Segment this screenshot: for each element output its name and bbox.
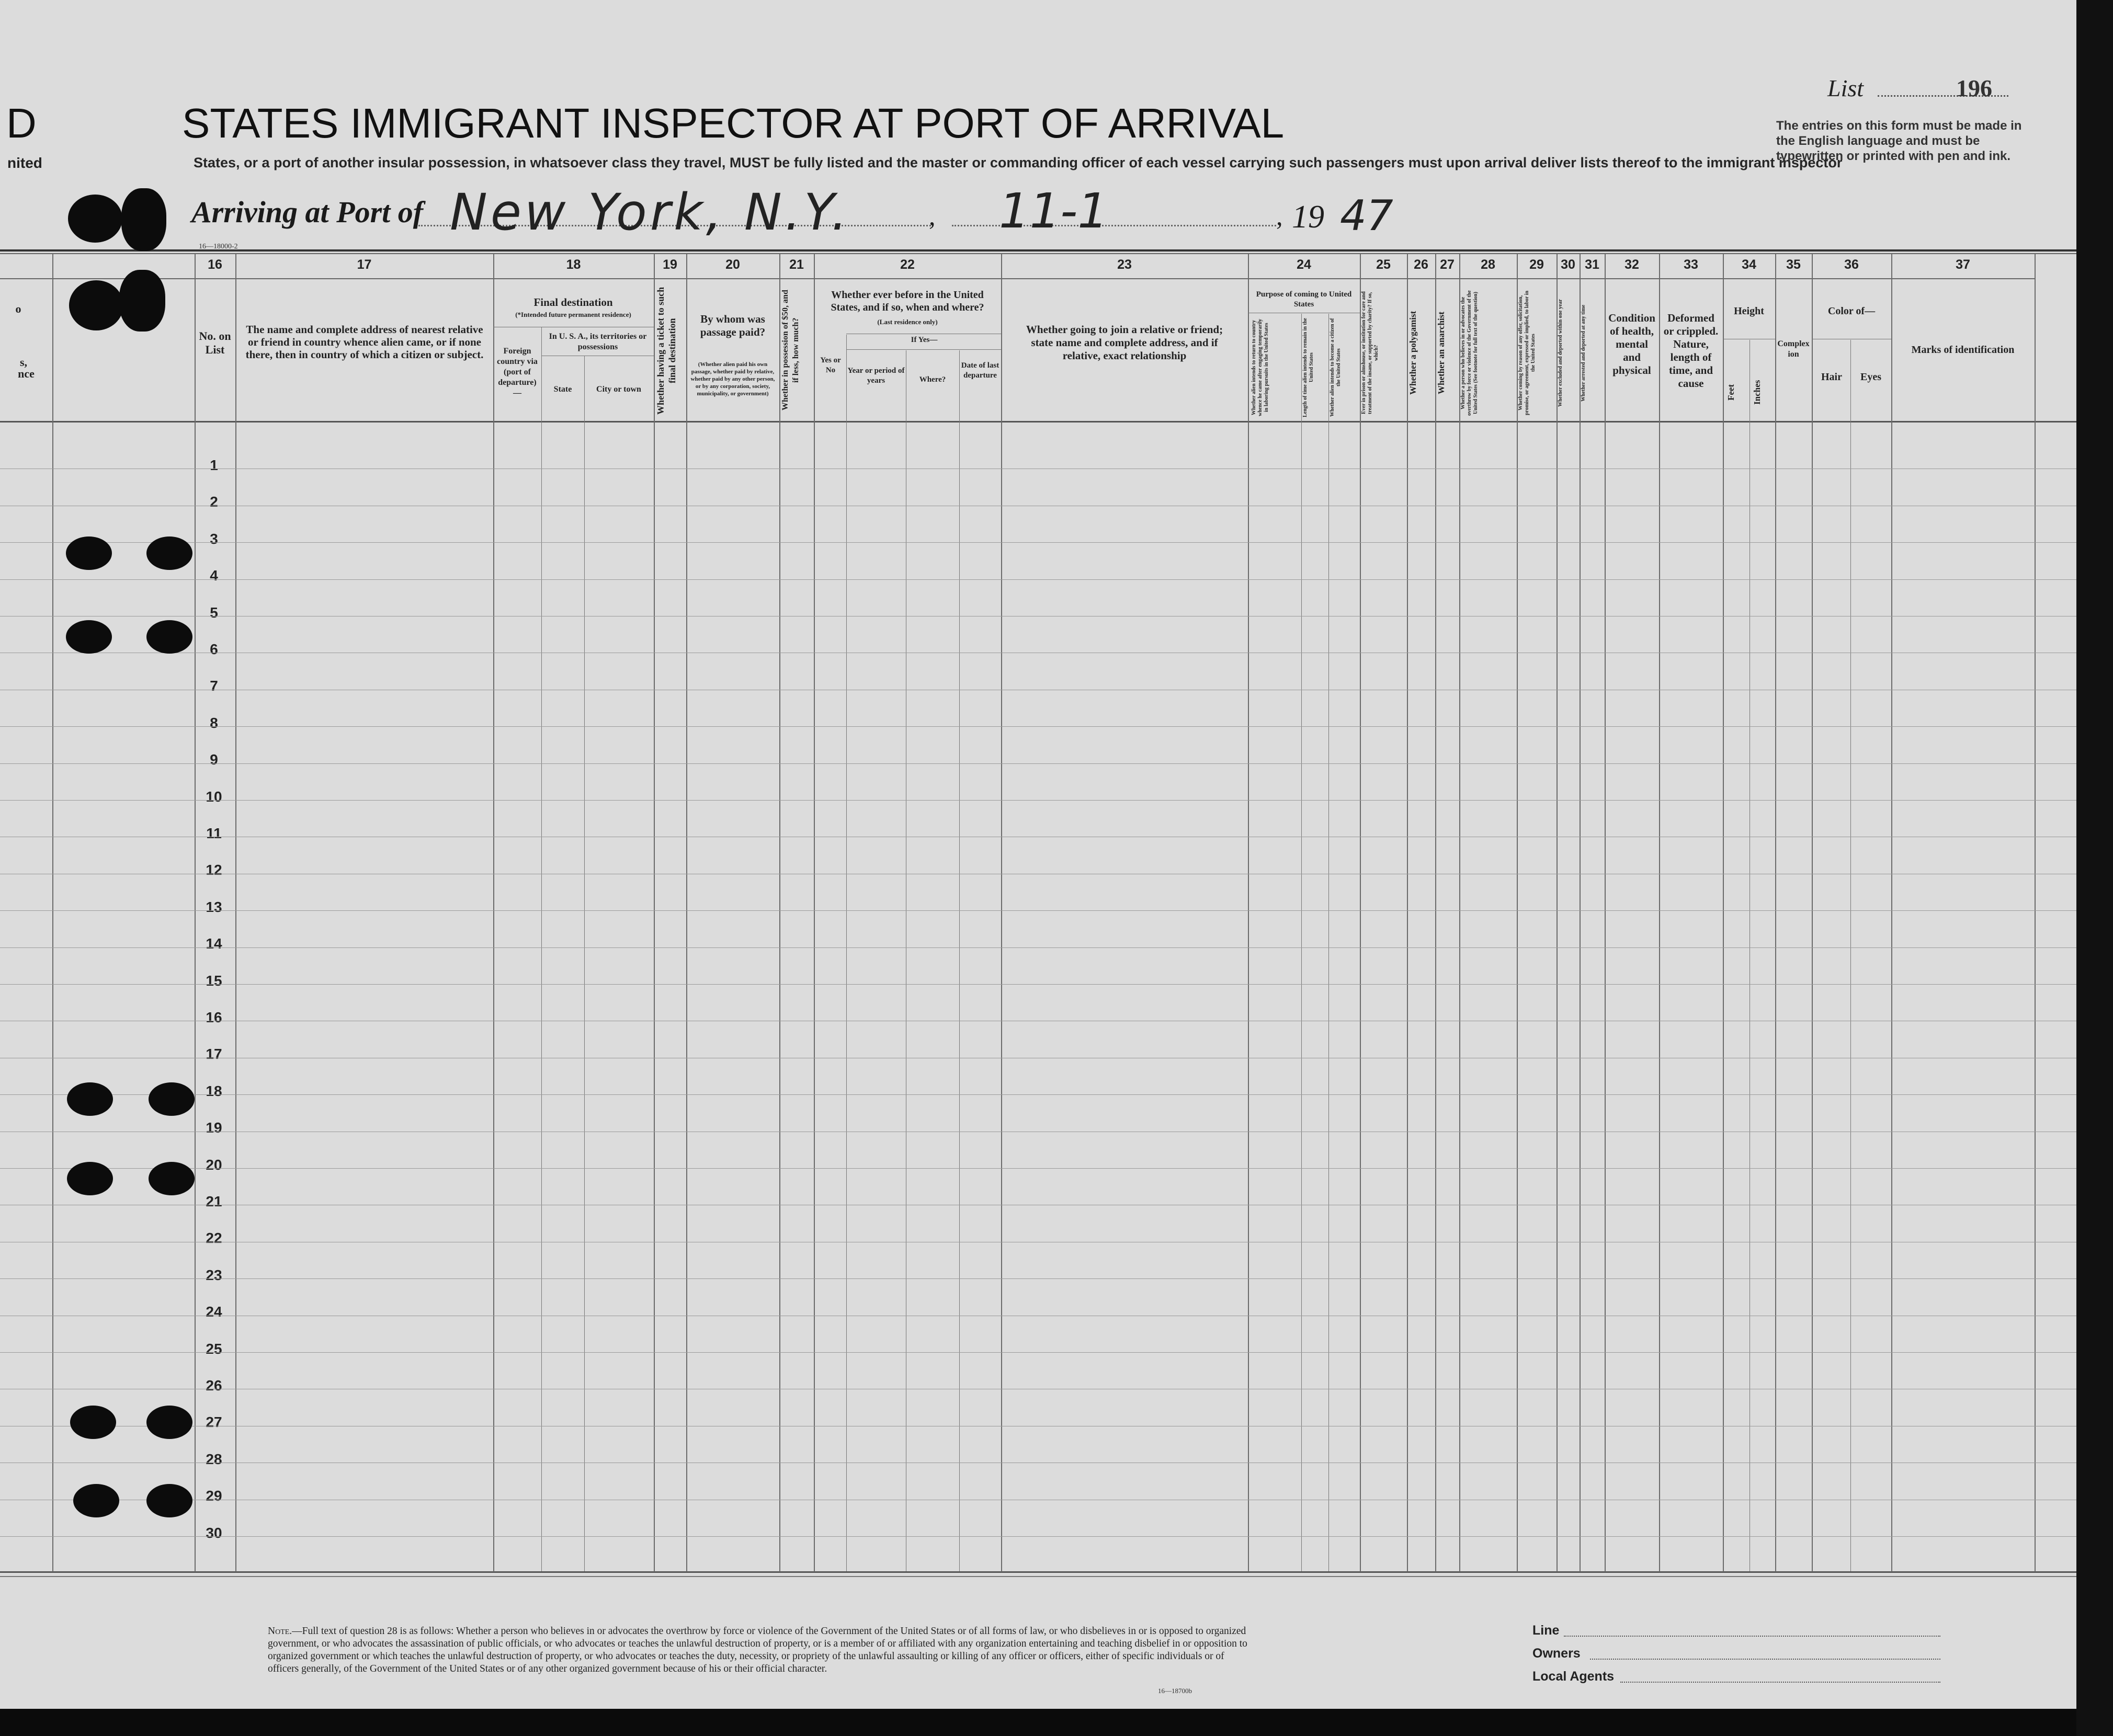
row-number: 16 xyxy=(206,1009,222,1025)
footnote-lead: Note. xyxy=(268,1626,292,1637)
punch-hole xyxy=(68,195,122,243)
column-number: 32 xyxy=(1624,257,1639,272)
row-number: 25 xyxy=(206,1340,222,1357)
subcolumn-divider xyxy=(1850,340,1851,1571)
column-divider xyxy=(1459,254,1460,1572)
header-color-of: Color of— xyxy=(1827,305,1876,317)
punch-hole xyxy=(66,536,112,570)
header-prison: Ever in prison or almshouse, or institution for care and treatment of the insane, or supported by charity? If so, which? xyxy=(1361,291,1379,415)
punch-hole xyxy=(146,620,192,654)
row-rule xyxy=(0,910,2076,911)
column-divider xyxy=(1248,254,1249,1572)
punch-hole xyxy=(146,1406,192,1439)
table-top-rule xyxy=(0,249,2076,252)
row-number: 8 xyxy=(210,714,218,731)
row-number: 29 xyxy=(206,1488,222,1504)
line-field xyxy=(1564,1636,1940,1637)
subcolumn-divider xyxy=(1301,314,1302,1571)
column-divider xyxy=(1659,254,1660,1572)
header-deformed: Deformed or crippled. Nature, length of time, and cause xyxy=(1663,312,1719,390)
row-number: 30 xyxy=(206,1524,222,1541)
header-join-relative: Whether going to join a relative or friend; state name and complete address, and if relative, exact relationship xyxy=(1026,323,1223,362)
column-divider xyxy=(779,254,780,1572)
footnote xyxy=(268,1625,1256,1675)
list-number: 196 xyxy=(1956,75,1992,101)
row-number: 15 xyxy=(206,972,222,989)
row-rule xyxy=(0,1352,2076,1353)
column-divider xyxy=(1891,254,1892,1572)
punch-hole xyxy=(67,1082,113,1116)
row-number: 14 xyxy=(206,935,222,952)
header-deported: Whether arrested and deported at any time xyxy=(1581,304,1586,402)
local-agents-field xyxy=(1620,1682,1940,1683)
column-number: 26 xyxy=(1414,257,1428,272)
column-number: 37 xyxy=(1956,257,1970,272)
header-ever-before: Whether ever before in the United States, and if so, when and where? xyxy=(831,289,984,313)
column-divider xyxy=(1557,254,1558,1572)
left-fragment: s, xyxy=(19,356,28,369)
row-rule xyxy=(0,984,2076,985)
header-final-destination: Final destination xyxy=(533,296,613,309)
column-number: 36 xyxy=(1844,257,1859,272)
header-marks: Marks of identification xyxy=(1911,344,2015,356)
punch-hole xyxy=(149,1082,195,1116)
row-number: 5 xyxy=(210,604,218,621)
column-number: 29 xyxy=(1529,257,1544,272)
row-number: 9 xyxy=(210,751,218,768)
header-health: Condition of health, mental and physical xyxy=(1608,312,1655,376)
column-divider xyxy=(1812,254,1813,1572)
line-label: Line xyxy=(1532,1623,1560,1638)
column-divider xyxy=(686,254,687,1572)
column-divider xyxy=(1001,254,1002,1572)
row-number: 18 xyxy=(206,1082,222,1099)
header-in-usa: In U. S. A., its territories or possessions xyxy=(549,332,647,351)
punch-hole xyxy=(73,1484,119,1517)
header-polygamist: Whether a polygamist xyxy=(1408,311,1418,395)
punch-hole xyxy=(66,620,112,654)
subheader-rule xyxy=(846,349,1001,350)
subtitle-fragment: nited xyxy=(7,155,42,171)
header-purpose-length: Length of time alien intends to remain in the United States xyxy=(1302,318,1314,417)
row-rule xyxy=(0,579,2076,580)
header-foreign-country: Foreign country via (port of departure)— xyxy=(497,347,538,397)
row-number: 11 xyxy=(206,825,222,841)
row-number: 17 xyxy=(206,1046,222,1063)
page-subtitle: States, or a port of another insular possession, in whatsoever class they travel, MUST be fully listed and the master or commanding officer of each vessel carrying such passengers must upon arrival deliver lists thereof to the immigrant inspector xyxy=(194,155,1843,170)
row-rule xyxy=(0,763,2076,764)
row-rule xyxy=(0,1094,2076,1095)
row-rule xyxy=(0,1278,2076,1279)
port-handwritten: New York, N.Y. xyxy=(450,183,850,242)
column-divider xyxy=(1580,254,1581,1572)
column-number: 21 xyxy=(789,257,804,272)
left-fragment: nce xyxy=(18,367,35,380)
subcolumn-divider xyxy=(846,335,847,1571)
column-divider xyxy=(52,254,53,1572)
form-code: 16—18700b xyxy=(1158,1687,1192,1695)
header-ever-before-note: (Last residence only) xyxy=(877,318,938,326)
column-divider xyxy=(814,254,815,1572)
table-top-rule-inner xyxy=(0,253,2076,254)
title-fragment: D xyxy=(6,100,37,146)
separator-comma: , xyxy=(929,201,936,231)
left-fragment: o xyxy=(15,302,21,315)
row-number: 24 xyxy=(206,1304,222,1320)
column-number: 28 xyxy=(1481,257,1495,272)
punch-hole xyxy=(69,280,123,330)
header-height: Height xyxy=(1734,305,1764,317)
header-overthrow: Whether a person who believes in or advocates the overthrow by force or violence of the Government of the United States (See footnote for full text of the question) xyxy=(1460,290,1479,416)
owners-field xyxy=(1590,1659,1940,1660)
column-divider xyxy=(1775,254,1776,1572)
header-purpose-return: Whether alien intends to return to country whence he came after engaging temporarily in laboring pursuits in the United States xyxy=(1251,318,1269,417)
header-labor-offer: Whether coming by reason of any offer, solicitation, promise, or agreement, expressed or implied, to labor in the United States xyxy=(1518,290,1536,416)
punch-hole xyxy=(146,1484,192,1517)
column-number: 31 xyxy=(1585,257,1599,272)
header-passage-paid: By whom was passage paid? xyxy=(700,313,766,338)
subcolumn-divider xyxy=(1328,314,1329,1571)
list-label: List xyxy=(1827,75,1864,101)
form-code: 16—18000-2 xyxy=(199,243,238,250)
punch-hole xyxy=(67,1162,113,1195)
column-divider xyxy=(1723,254,1724,1572)
header-no-on-list: No. on List xyxy=(199,329,231,356)
column-divider xyxy=(493,254,494,1572)
footnote-text: —Full text of question 28 is as follows: Whether a person who believes in or advocates the overthrow by force or violence of the Government of the United States or of all forms of law, or who disbelieves in or is opposed to organized government, or who advocates the assassination of public officials, or who advocates or teaches the unlawful destruction of property, or is a member of or affiliated with any organization entertaining and teaching disbelief in or opposition to organized government or which teaches the unlawful destruction of property, or who advocates or teaches the duty, necessity, or propriety of the unlawful assaulting or killing of any officer or officers, either of specific individuals or of officers generally, of the Government of the United States or of any other organized government because of his or their official character. xyxy=(268,1626,1247,1674)
header-bottom-rule xyxy=(0,421,2076,422)
header-feet: Feet xyxy=(1726,384,1736,401)
header-ticket: Whether having a ticket to such final destination xyxy=(655,287,677,415)
column-number: 22 xyxy=(900,257,915,272)
column-number: 33 xyxy=(1684,257,1698,272)
punch-hole xyxy=(70,1406,116,1439)
row-rule xyxy=(0,1536,2076,1537)
column-divider xyxy=(1517,254,1518,1572)
header-complexion: Complexion xyxy=(1777,339,1810,359)
column-number: 34 xyxy=(1742,257,1756,272)
column-number: 35 xyxy=(1786,257,1801,272)
header-anarchist: Whether an anarchist xyxy=(1436,311,1446,395)
column-number: 20 xyxy=(725,257,740,272)
subcolumn-divider xyxy=(959,350,960,1571)
header-city-or-town: City or town xyxy=(596,385,641,394)
punch-hole xyxy=(121,188,166,251)
row-number: 22 xyxy=(206,1230,222,1247)
table-bottom-rule-inner xyxy=(0,1576,2076,1577)
column-divider xyxy=(654,254,655,1572)
subcolumn-divider xyxy=(541,327,542,1571)
owners-label: Owners xyxy=(1532,1646,1581,1661)
row-rule xyxy=(0,947,2076,948)
header-yes-no: Yes or No xyxy=(820,356,841,374)
punch-hole xyxy=(146,536,192,570)
column-divider xyxy=(1407,254,1408,1572)
header-state: State xyxy=(553,385,572,394)
row-rule xyxy=(0,1168,2076,1169)
row-number: 10 xyxy=(206,788,222,805)
row-number: 27 xyxy=(206,1414,222,1431)
form-instructions: The entries on this form must be made in the English language and must be typewritten or printed with pen and ink. xyxy=(1776,119,2022,163)
column-number: 19 xyxy=(663,257,677,272)
date-handwritten: 11-1 xyxy=(999,183,1108,239)
row-number: 21 xyxy=(206,1193,222,1209)
column-number: 27 xyxy=(1440,257,1455,272)
scan-border xyxy=(2076,0,2113,1736)
row-number: 12 xyxy=(206,862,222,878)
separator-comma: , xyxy=(1276,201,1283,231)
header-where: Where? xyxy=(919,375,946,384)
column-number-rule xyxy=(0,278,2035,279)
header-hair: Hair xyxy=(1821,371,1842,383)
row-number: 28 xyxy=(206,1451,222,1467)
row-number: 20 xyxy=(206,1156,222,1173)
header-purpose-citizen: Whether alien intends to become a citizen of the United States xyxy=(1330,318,1342,417)
column-number: 18 xyxy=(566,257,581,272)
header-excluded: Whether excluded and deported within one year xyxy=(1558,299,1563,407)
row-number: 7 xyxy=(210,678,218,694)
header-passage-paid-note: (Whether alien paid his own passage, whether paid by relative, whether paid by any other person, or by any corporation, society, municipality, or government) xyxy=(690,361,775,397)
header-inches: Inches xyxy=(1752,380,1762,405)
column-number: 16 xyxy=(208,257,222,272)
row-rule xyxy=(0,726,2076,727)
column-divider xyxy=(1605,254,1606,1572)
header-nearest-relative: The name and complete address of nearest relative or friend in country whence alien came, or if none there, then in country of which a citizen or subject. xyxy=(245,323,484,361)
row-number: 2 xyxy=(210,494,218,510)
year-prefix: 19 xyxy=(1292,199,1324,235)
row-number: 26 xyxy=(206,1377,222,1394)
column-number: 23 xyxy=(1117,257,1132,272)
row-number: 19 xyxy=(206,1120,222,1136)
header-purpose: Purpose of coming to United States xyxy=(1256,290,1352,309)
column-divider xyxy=(1360,254,1361,1572)
header-last-departure: Date of last departure xyxy=(961,361,999,380)
row-number: 6 xyxy=(210,641,218,657)
row-rule xyxy=(0,800,2076,801)
punch-hole xyxy=(149,1162,195,1195)
arriving-label: Arriving at Port of xyxy=(191,195,424,229)
column-number: 17 xyxy=(357,257,372,272)
row-number: 3 xyxy=(210,530,218,547)
column-divider xyxy=(2035,254,2036,1572)
local-agents-label: Local Agents xyxy=(1532,1669,1615,1684)
column-number: 25 xyxy=(1376,257,1391,272)
row-rule xyxy=(0,542,2076,543)
column-number: 30 xyxy=(1561,257,1575,272)
header-year-period: Year or period of years xyxy=(847,367,905,385)
row-number: 23 xyxy=(206,1266,222,1283)
punch-hole xyxy=(119,270,165,332)
row-number: 4 xyxy=(210,567,218,584)
row-number: 1 xyxy=(210,457,218,473)
page-title: STATES IMMIGRANT INSPECTOR AT PORT OF ARRIVAL xyxy=(182,100,1285,146)
row-number: 13 xyxy=(206,898,222,915)
header-eyes: Eyes xyxy=(1860,371,1881,383)
column-divider xyxy=(235,254,236,1572)
header-fifty-dollars: Whether in possession of $50, and if less, how much? xyxy=(781,290,800,411)
table-bottom-rule xyxy=(0,1571,2076,1573)
column-number: 24 xyxy=(1297,257,1311,272)
year-handwritten: 47 xyxy=(1340,191,1393,240)
column-divider xyxy=(1435,254,1436,1572)
header-final-destination-note: (*Intended future permanent residence) xyxy=(515,311,631,318)
header-if-yes: If Yes— xyxy=(911,336,938,344)
